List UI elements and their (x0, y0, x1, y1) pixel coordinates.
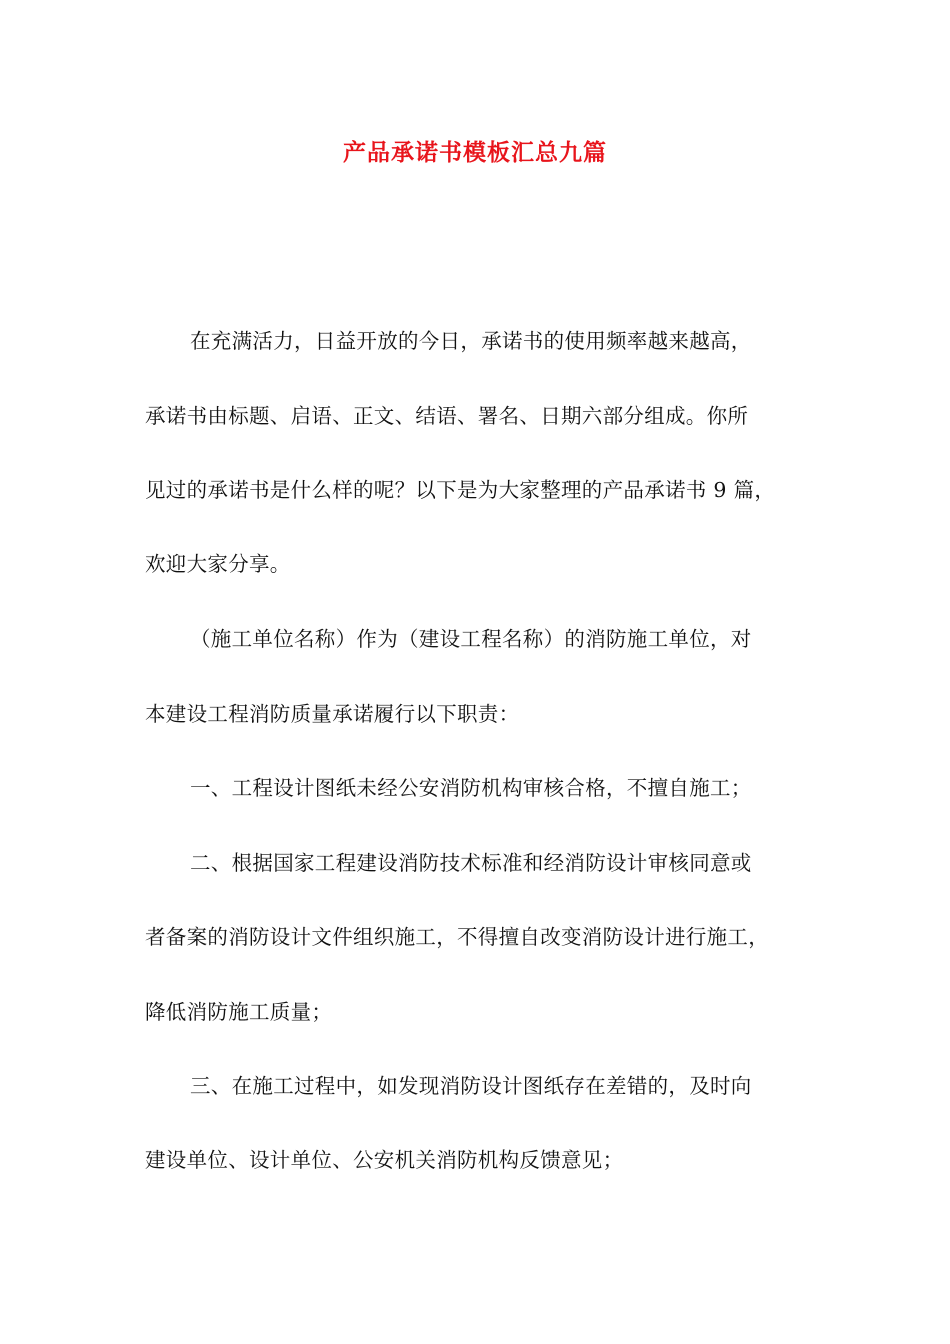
paragraph-line: 三、在施工过程中，如发现消防设计图纸存在差错的，及时向 (190, 1074, 752, 1098)
paragraph-line: 二、根据国家工程建设消防技术标准和经消防设计审核同意或 (190, 851, 752, 875)
paragraph-line: 建设单位、设计单位、公安机关消防机构反馈意见； (145, 1148, 624, 1172)
paragraph-line: 一、工程设计图纸未经公安消防机构审核合格，不擅自施工； (190, 776, 752, 800)
paragraph-line: 见过的承诺书是什么样的呢？以下是为大家整理的产品承诺书 9 篇， (145, 478, 776, 502)
paragraph-line: 降低消防施工质量； (145, 1000, 333, 1024)
paragraph-line: 者备案的消防设计文件组织施工，不得擅自改变消防设计进行施工， (145, 925, 769, 949)
paragraph-line: （施工单位名称）作为（建设工程名称）的消防施工单位，对 (190, 627, 752, 651)
paragraph-line: 承诺书由标题、启语、正文、结语、署名、日期六部分组成。你所 (145, 404, 749, 428)
paragraph-line: 在充满活力，日益开放的今日，承诺书的使用频率越来越高， (190, 329, 752, 353)
paragraph-line: 本建设工程消防质量承诺履行以下职责： (145, 702, 520, 726)
paragraph-line: 欢迎大家分享。 (145, 552, 291, 576)
document-title: 产品承诺书模板汇总九篇 (343, 139, 607, 166)
